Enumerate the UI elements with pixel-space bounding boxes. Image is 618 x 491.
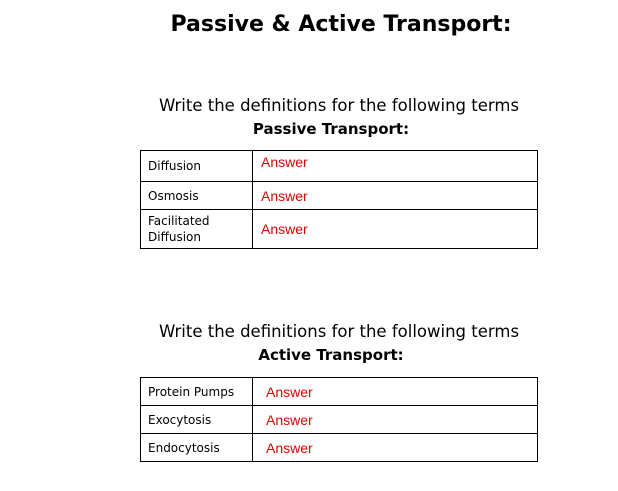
table-row: [141, 182, 538, 210]
page-title: Passive & Active Transport:: [170, 12, 512, 37]
active-transport-table: [140, 377, 538, 462]
answer-field-endocytosis[interactable]: Answer: [253, 434, 538, 462]
answer-field-protein-pumps[interactable]: Answer: [253, 378, 538, 406]
term-exocytosis: Exocytosis: [141, 406, 253, 434]
term-line: Facilitated: [148, 214, 210, 228]
term-protein-pumps: Protein Pumps: [141, 378, 253, 406]
term-osmosis: Osmosis: [141, 182, 253, 210]
table-row: [141, 210, 538, 249]
table-row: [141, 378, 538, 406]
table-row: [141, 406, 538, 434]
term-line: Diffusion: [148, 230, 201, 244]
term-facilitated-diffusion: [141, 210, 253, 249]
term-endocytosis: Endocytosis: [141, 434, 253, 462]
table-row: [141, 151, 538, 182]
active-transport-heading: Active Transport:: [258, 346, 404, 364]
active-instruction: Write the definitions for the following terms: [158, 322, 520, 341]
passive-transport-table: [140, 150, 538, 249]
table-row: [141, 434, 538, 462]
answer-field-osmosis[interactable]: Answer: [253, 182, 538, 210]
passive-transport-heading: Passive Transport:: [252, 120, 410, 138]
answer-field-facilitated-diffusion[interactable]: Answer: [253, 210, 538, 249]
answer-field-exocytosis[interactable]: Answer: [253, 406, 538, 434]
term-diffusion: Diffusion: [141, 151, 253, 182]
passive-instruction: Write the definitions for the following terms: [158, 96, 520, 115]
answer-field-diffusion[interactable]: Answer: [253, 151, 538, 182]
